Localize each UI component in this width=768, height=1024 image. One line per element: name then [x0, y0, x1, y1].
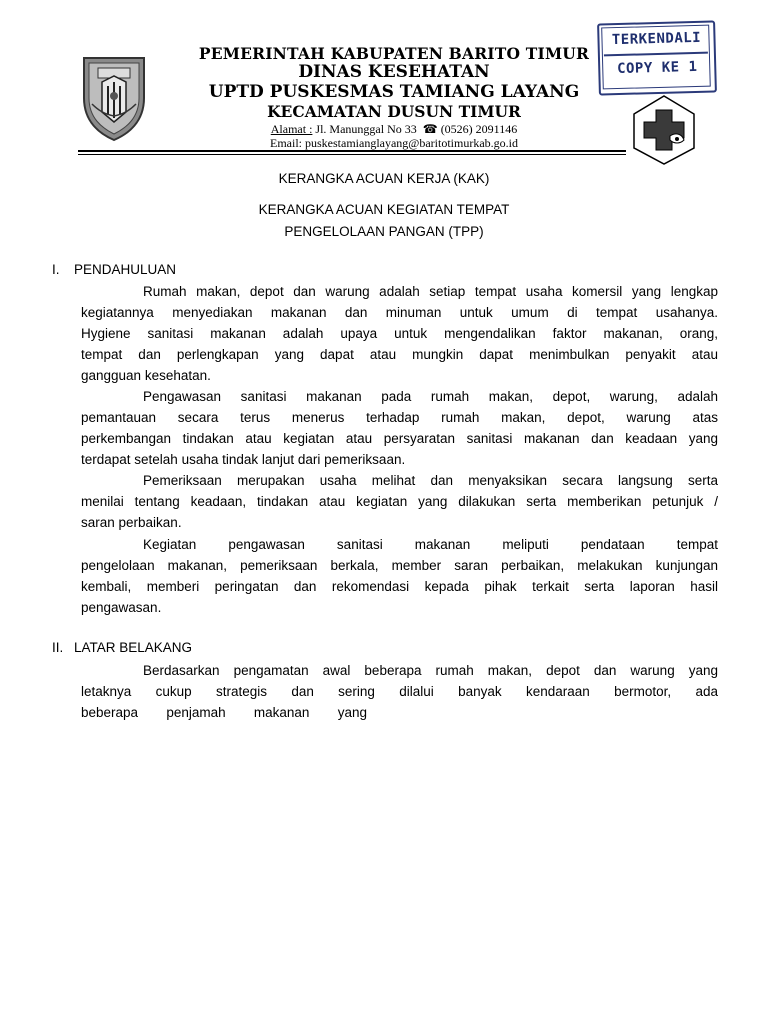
section-number: II. — [52, 640, 64, 655]
letterhead-title-block — [164, 44, 624, 122]
document-subtitle-line1: KERANGKA ACUAN KEGIATAN TEMPAT — [258, 202, 510, 217]
paragraph-line: kegiatannya menyediakan makanan dan minuman untuk umum di tempat usahanya. — [81, 305, 718, 320]
paragraph-line: menilai tentang keadaan, tindakan atau kegiatan yang dilakukan serta memberikan petunjuk / — [81, 494, 718, 509]
letterhead — [78, 40, 626, 158]
paragraph-line: pengawasan. — [81, 600, 162, 615]
paragraph-line: gangguan kesehatan. — [81, 368, 211, 383]
section-title: LATAR BELAKANG — [74, 640, 193, 655]
address-line — [164, 122, 624, 136]
paragraph-line: pengelolaan makanan, pemeriksaan berkala, member saran perbaikan, melakukan kunjungan — [81, 558, 718, 573]
phone-number: (0526) 2091146 — [440, 122, 518, 136]
health-cross-logo-icon — [626, 92, 702, 168]
paragraph-line: Hygiene sanitasi makanan adalah upaya untuk mengendalikan faktor makanan, orang, — [81, 326, 718, 341]
letterhead-rule-thick — [78, 150, 626, 152]
paragraph — [81, 534, 718, 618]
paragraph-line: perkembangan tindakan atau kegiatan atau persyaratan sanitasi makanan dan keadaan yang — [81, 431, 718, 446]
paragraph-line: Pengawasan sanitasi makanan pada rumah makan, depot, warung, adalah — [143, 389, 718, 404]
letterhead-contact — [164, 122, 624, 150]
letterhead-department: DINAS KESEHATAN — [298, 62, 490, 82]
paragraph-line: tempat dan perlengkapan yang dapat atau mungkin dapat menimbulkan penyakit atau — [81, 347, 718, 362]
stamp-controlled-label: TERKENDALI — [611, 29, 702, 49]
paragraph-line: saran perbaikan. — [81, 515, 182, 530]
paragraph-line: Rumah makan, depot dan warung adalah setiap tempat usaha komersil yang lengkap — [143, 284, 718, 299]
email-line: Email: puskestamianglayang@baritotimurkab.go.id — [270, 136, 518, 150]
letterhead-government: PEMERINTAH KABUPATEN BARITO TIMUR — [198, 44, 590, 63]
paragraph — [81, 470, 718, 533]
letterhead-institution: UPTD PUSKESMAS TAMIANG LAYANG — [208, 82, 580, 102]
paragraph-line: Pemeriksaan merupakan usaha melihat dan menyaksikan secara langsung serta — [143, 473, 718, 488]
paragraph-line: letaknya cukup strategis dan sering dilalui banyak kendaraan bermotor, ada — [81, 684, 718, 699]
paragraph-line: Kegiatan pengawasan sanitasi makanan meliputi pendataan tempat — [143, 537, 718, 552]
stamp-copy-label: COPY KE 1 — [616, 58, 698, 78]
document-title: KERANGKA ACUAN KERJA (KAK) — [278, 171, 490, 186]
phone-icon: ☎ — [422, 122, 438, 136]
paragraph-line: beberapa penjamah makanan yang — [81, 705, 367, 720]
paragraph-line: terdapat setelah usaha tindak lanjut dari pemeriksaan. — [81, 452, 406, 467]
paragraph-line: Berdasarkan pengamatan awal beberapa rumah makan, depot dan warung yang — [143, 663, 718, 678]
paragraph — [81, 660, 718, 723]
controlled-copy-stamp — [597, 20, 717, 95]
section-heading-pendahuluan — [52, 262, 176, 277]
letterhead-district: KECAMATAN DUSUN TIMUR — [267, 102, 521, 121]
section-heading-latar-belakang — [52, 640, 192, 655]
paragraph — [81, 386, 718, 470]
address-label: Alamat : — [270, 122, 313, 136]
paragraph-line: pemantauan secara terus menerus terhadap rumah makan, depot, warung atas — [81, 410, 718, 425]
paragraph — [81, 281, 718, 386]
paragraph-line: kembali, memberi peringatan dan rekomendasi kepada pihak terkait serta laporan hasil — [81, 579, 718, 594]
regency-emblem-icon — [78, 52, 150, 142]
document-subtitle-line2: PENGELOLAAN PANGAN (TPP) — [284, 224, 484, 239]
section-number: I. — [52, 262, 60, 277]
address-text: Jl. Manunggal No 33 — [315, 122, 417, 136]
letterhead-rule-thin — [78, 154, 626, 155]
section-title: PENDAHULUAN — [74, 262, 177, 277]
